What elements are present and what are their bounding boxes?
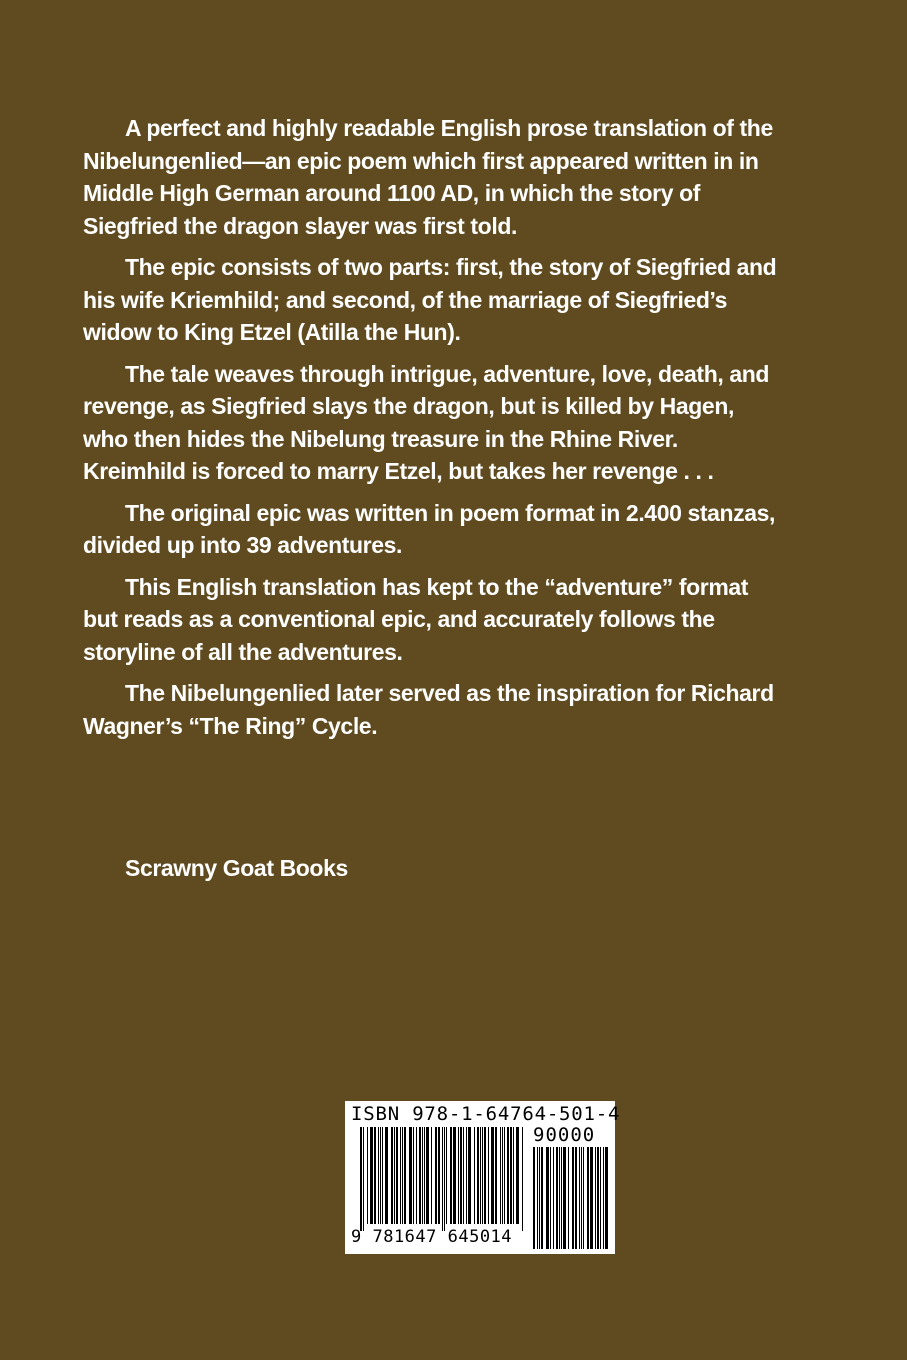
barcode-bar — [561, 1147, 562, 1249]
barcode-bar — [488, 1127, 489, 1224]
barcode-bar — [466, 1127, 467, 1224]
barcode-bar — [477, 1127, 479, 1224]
barcode-bar — [537, 1147, 538, 1249]
description-paragraph-3: The tale weaves through intrigue, adventure, love, death, and revenge, as Siegfried slays the dragon, but is killed by Hagen, who then hides the Nibelung treasure in the Rhine River. Kreimhild is forced to marry Etzel, but takes her revenge . . . — [83, 360, 770, 484]
isbn-barcode — [345, 1101, 621, 1254]
barcode-bar — [502, 1127, 503, 1224]
barcode-bar — [605, 1147, 608, 1249]
barcode-bar — [513, 1127, 514, 1224]
barcode-bar — [442, 1127, 443, 1231]
barcode-bar — [587, 1147, 589, 1249]
barcode-bar — [468, 1127, 471, 1224]
barcode-bar — [446, 1127, 447, 1224]
barcode-bar — [450, 1127, 452, 1224]
barcode-bar — [539, 1147, 540, 1249]
barcode-bar — [553, 1147, 554, 1249]
barcode-bar — [579, 1147, 580, 1249]
barcode-bar — [568, 1147, 569, 1249]
barcode-bar — [595, 1147, 596, 1249]
barcode-bar — [507, 1127, 509, 1224]
barcode-bar — [396, 1127, 398, 1224]
publisher-name: Scrawny Goat Books — [125, 855, 348, 881]
barcode-bar — [474, 1127, 475, 1224]
description-paragraph-5: This English translation has kept to the “adventure” format but reads as a conventional epic, and accurately follows the storyline of all the adventures. — [83, 573, 749, 665]
barcode-bar — [480, 1127, 481, 1224]
barcode-bar — [541, 1147, 543, 1249]
barcode-bar — [463, 1127, 464, 1224]
barcode-bar — [563, 1147, 566, 1249]
barcode-bar — [556, 1147, 558, 1249]
barcode-bar — [404, 1127, 406, 1224]
barcode-bar — [484, 1127, 486, 1224]
barcode-bar — [581, 1147, 582, 1249]
barcode-bar — [426, 1127, 429, 1224]
barcode-bar — [394, 1127, 395, 1224]
addon-bars — [533, 1147, 608, 1249]
barcode-bar — [482, 1127, 483, 1224]
barcode-bar — [460, 1127, 462, 1224]
barcode-bar — [575, 1147, 577, 1249]
barcode-bar — [422, 1127, 423, 1224]
barcode-bar — [409, 1127, 412, 1224]
barcode-bar — [572, 1147, 574, 1249]
barcode-bar — [500, 1127, 501, 1224]
back-cover-description — [83, 112, 783, 751]
barcode-bar — [435, 1127, 437, 1224]
price-code-label: 90000 — [533, 1124, 596, 1146]
barcode-bar — [419, 1127, 421, 1224]
ean-bars — [360, 1127, 523, 1231]
ean-digits-label: 9 781647 645014 — [351, 1227, 513, 1247]
barcode-bar — [370, 1127, 373, 1224]
barcode-bar — [385, 1127, 388, 1224]
barcode-bar — [424, 1127, 425, 1224]
barcode-bar — [583, 1147, 584, 1249]
barcode-bar — [444, 1127, 445, 1231]
barcode-bar — [374, 1127, 376, 1224]
barcode-bar — [413, 1127, 414, 1224]
barcode-bar — [559, 1147, 560, 1249]
barcode-bar — [597, 1147, 599, 1249]
barcode-bar — [495, 1127, 497, 1224]
barcode-bar — [380, 1127, 381, 1224]
barcode-bar — [382, 1127, 383, 1224]
barcode-bar — [603, 1147, 604, 1249]
barcode-bar — [438, 1127, 440, 1224]
barcode-bar — [550, 1147, 551, 1249]
barcode-bar — [400, 1127, 401, 1224]
barcode-bar — [360, 1127, 362, 1231]
barcode-bar — [516, 1127, 519, 1224]
barcode-bar — [402, 1127, 403, 1224]
barcode-bar — [590, 1147, 593, 1249]
barcode-bar — [378, 1127, 379, 1224]
description-paragraph-1: A perfect and highly readable English prose translation of the Nibelungenlied—an epic poem which first appeared written in in Middle High German around 1100 AD, in which the story of Siegfried the dragon slayer was first told. — [83, 115, 773, 239]
barcode-bar — [522, 1127, 523, 1231]
barcode-bar — [367, 1127, 368, 1224]
barcode-bar — [431, 1127, 432, 1224]
barcode-bar — [363, 1127, 364, 1231]
description-paragraph-6: The Nibelungenlied later served as the inspiration for Richard Wagner’s “The Ring” Cycle. — [83, 680, 774, 739]
barcode-bar — [504, 1127, 505, 1224]
barcode-bar — [533, 1147, 535, 1249]
description-paragraph-4: The original epic was written in poem format in 2.400 stanzas, divided up into 39 adventures. — [83, 499, 776, 558]
barcode-bar — [458, 1127, 459, 1224]
isbn-label: ISBN 978-1-64764-501-4 — [351, 1103, 621, 1125]
description-paragraph-2: The epic consists of two parts: first, the story of Siegfried and his wife Kriemhild; and second, of the marriage of Siegfried’s widow to King Etzel (Atilla the Hun). — [83, 254, 777, 345]
barcode-bar — [491, 1127, 494, 1224]
barcode-bar — [391, 1127, 393, 1224]
barcode-bar — [600, 1147, 601, 1249]
barcode-bar — [416, 1127, 417, 1224]
barcode-bar — [546, 1147, 549, 1249]
barcode-bar — [510, 1127, 512, 1224]
barcode-bar — [453, 1127, 456, 1224]
